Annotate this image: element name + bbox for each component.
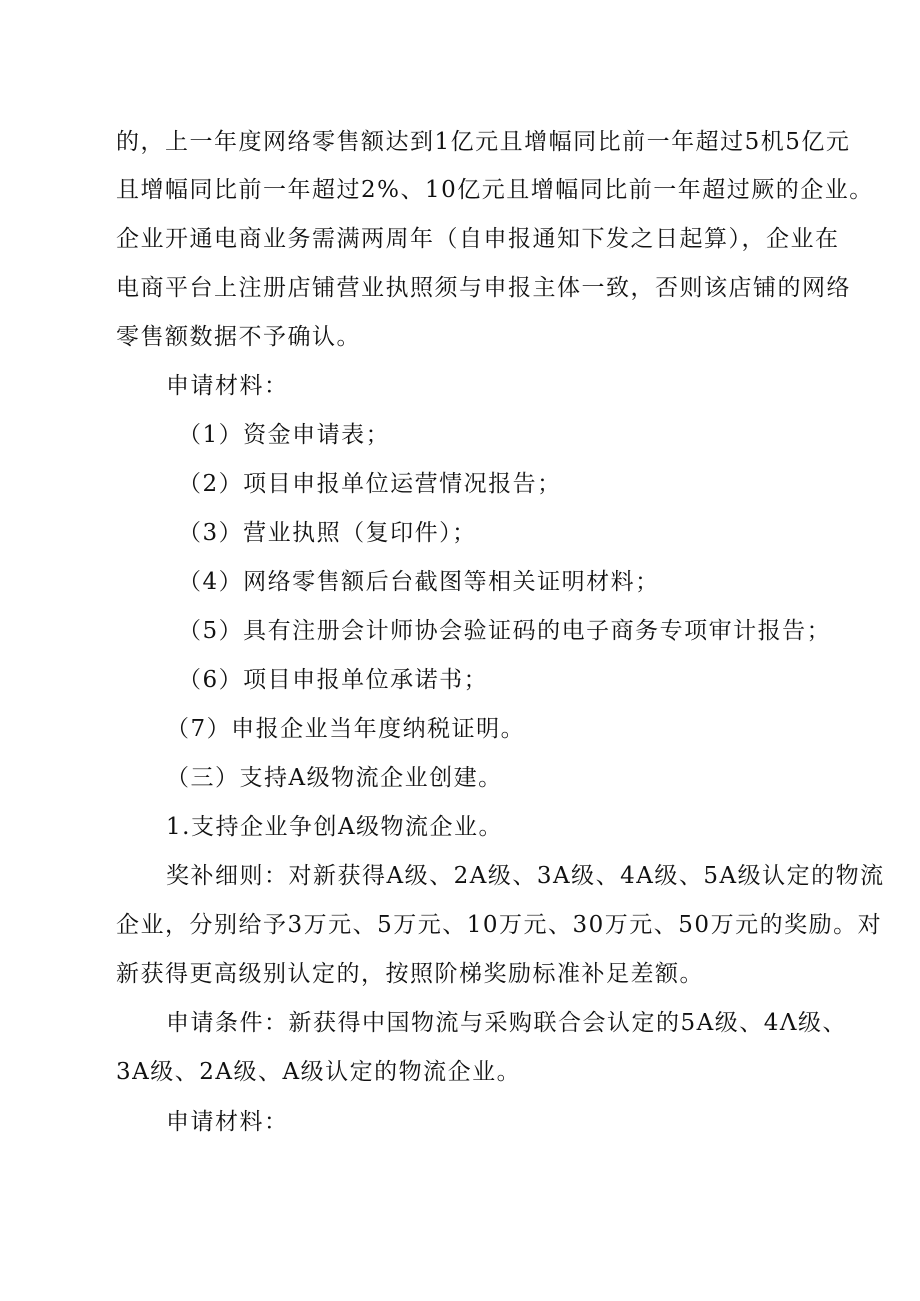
section-heading: 申请材料：	[166, 1109, 289, 1135]
paragraph-line: 电商平台上注册店铺营业执照须与申报主体一致，否则该店铺的网络	[116, 275, 851, 301]
paragraph-line: 企业，分别给予3万元、5万元、10万元、30万元、50万元的奖励。对	[116, 912, 883, 938]
paragraph-line: 零售额数据不予确认。	[116, 324, 361, 350]
subsection-heading: 1.支持企业争创A级物流企业。	[166, 814, 504, 840]
paragraph-line: 企业开通电商业务需满两周年（自申报通知下发之日起算），企业在	[116, 226, 840, 252]
paragraph-line: 且增幅同比前一年超过2%、10亿元且增幅同比前一年超过厥的企业。	[116, 177, 874, 203]
list-item: （6）项目申报单位承诺书；	[178, 667, 489, 693]
paragraph-line: 奖补细则：对新获得A级、2A级、3A级、4A级、5A级认定的物流	[166, 863, 885, 889]
list-item: （4）网络零售额后台截图等相关证明材料；	[178, 569, 660, 595]
list-item: （1）资金申请表；	[178, 422, 391, 448]
section-heading: 申请材料：	[166, 373, 289, 399]
paragraph-line: 申请条件：新获得中国物流与采购联合会认定的5A级、4Λ级、	[166, 1010, 847, 1036]
list-item: （5）具有注册会计师协会验证码的电子商务专项审计报告；	[178, 618, 832, 644]
list-item: （3）营业执照（复印件）；	[178, 520, 477, 546]
list-item: （2）项目申报单位运营情况报告；	[178, 471, 562, 497]
paragraph-line: 的，上一年度网络零售额达到1亿元且增幅同比前一年超过5机5亿元	[116, 129, 851, 155]
section-heading: （三）支持A级物流企业创建。	[166, 765, 503, 791]
paragraph-line: 3A级、2A级、A级认定的物流企业。	[116, 1059, 522, 1085]
list-item: （7）申报企业当年度纳税证明。	[166, 716, 526, 742]
paragraph-line: 新获得更高级别认定的，按照阶梯奖励标准补足差额。	[116, 961, 704, 987]
